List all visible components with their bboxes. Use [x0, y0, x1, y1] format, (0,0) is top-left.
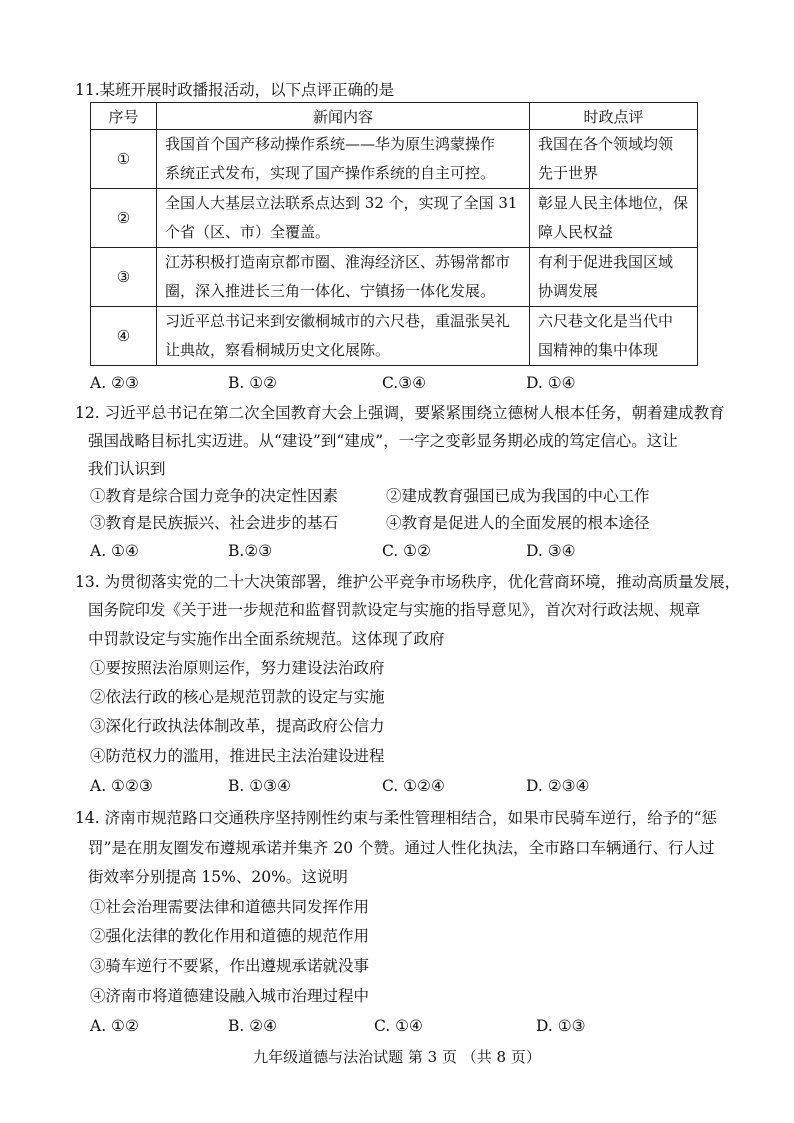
q11-option-d: D. ①④: [526, 374, 576, 392]
header-index: 序号: [91, 103, 157, 130]
page-footer: 九年级道德与法治试题 第 3 页 （共 8 页）: [253, 1048, 541, 1066]
comment-line: 我国在各个领域均领: [538, 135, 674, 153]
comment-cell: [530, 189, 698, 248]
q14-option-c: C. ①④: [374, 1017, 423, 1035]
q11-option-b: B. ①②: [228, 374, 278, 392]
q12-item-2: ②建成教育强国已成为我国的中心工作: [386, 487, 650, 505]
q14-option-a: A. ①②: [90, 1017, 139, 1035]
header-comment: 时政点评: [530, 103, 698, 130]
q11-stem: 11.某班开展时政播报活动，以下点评正确的是: [75, 81, 395, 99]
row-number: ④: [91, 307, 157, 366]
q13-stem-line: 13. 为贯彻落实党的二十大决策部署，维护公平竞争市场秩序，优化营商环境，推动高质量发展，: [75, 573, 741, 591]
q13-item-3: ③深化行政执法体制改革，提高政府公信力: [90, 717, 385, 735]
comment-line: 先于世界: [538, 164, 599, 182]
q12-stem-line: 12. 习近平总书记在第二次全国教育大会上强调，要紧紧围绕立德树人根本任务，朝着建成教育: [75, 404, 725, 422]
q12-option-c: C. ①②: [382, 542, 431, 560]
q14-item-3: ③骑车逆行不要紧，作出遵规承诺就没事: [90, 957, 370, 975]
q13-item-4: ④防范权力的滥用，推进民主法治建设进程: [90, 747, 385, 765]
q13-item-1: ①要按照法治原则运作，努力建设法治政府: [90, 659, 385, 677]
comment-line: 彰显人民主体地位，保: [538, 194, 689, 212]
q12-item-3: ③教育是民族振兴、社会进步的基石: [90, 514, 339, 532]
comment-line: 障人民权益: [538, 223, 614, 241]
news-line: 习近平总书记来到安徽桐城市的六尺巷，重温张吴礼: [165, 312, 511, 330]
news-cell: [157, 307, 530, 366]
q14-stem-line: 街效率分别提高 15%、20%。这说明: [88, 868, 348, 886]
news-line: 个省（区、市）全覆盖。: [165, 223, 331, 241]
q14-stem-line: 罚”是在朋友圈发布遵规承诺并集齐 20 个赞。通过人性化执法，全市路口车辆通行、行人过: [88, 839, 715, 857]
q12-option-d: D. ③④: [526, 542, 576, 560]
q14-stem-line: 14. 济南市规范路口交通秩序坚持刚性约束与柔性管理相结合，如果市民骑车逆行，给予的“惩: [75, 809, 718, 827]
news-table: [90, 102, 698, 366]
comment-line: 有利于促进我国区域: [538, 253, 674, 271]
comment-line: 协调发展: [538, 282, 599, 300]
q14-item-4: ④济南市将道德建设融入城市治理过程中: [90, 987, 370, 1005]
q13-option-a: A. ①②③: [90, 777, 153, 795]
comment-cell: [530, 307, 698, 366]
table-row: [91, 189, 698, 248]
q13-option-b: B. ①③④: [228, 777, 291, 795]
news-line: 圈，深入推进长三角一体化、宁镇扬一体化发展。: [165, 282, 496, 300]
news-cell: [157, 130, 530, 189]
comment-line: 六尺巷文化是当代中: [538, 312, 674, 330]
news-line: 全国人大基层立法联系点达到 32 个，实现了全国 31: [165, 194, 518, 212]
q11-option-a: A. ②③: [90, 374, 139, 392]
table-row: [91, 248, 698, 307]
news-line: 我国首个国产移动操作系统——华为原生鸿蒙操作: [165, 135, 496, 153]
q12-option-a: A. ①④: [90, 542, 139, 560]
news-line: 让典故，察看桐城历史文化展陈。: [165, 341, 391, 359]
q12-stem-line: 我们认识到: [88, 460, 166, 478]
q13-option-d: D. ②③④: [526, 777, 590, 795]
row-number: ①: [91, 130, 157, 189]
comment-line: 国精神的集中体现: [538, 341, 659, 359]
row-number: ③: [91, 248, 157, 307]
q12-stem-line: 强国战略目标扎实迈进。从“建设”到“建成”，一字之变彰显务期必成的笃定信心。这让: [88, 432, 678, 450]
comment-cell: [530, 130, 698, 189]
news-line: 江苏积极打造南京都市圈、淮海经济区、苏锡常都市: [165, 253, 511, 271]
q13-item-2: ②依法行政的核心是规范罚款的设定与实施: [90, 688, 385, 706]
q13-option-c: C. ①②④: [382, 777, 445, 795]
table-header-row: [91, 103, 698, 130]
row-number: ②: [91, 189, 157, 248]
q14-option-b: B. ②④: [228, 1017, 278, 1035]
q14-item-2: ②强化法律的教化作用和道德的规范作用: [90, 927, 370, 945]
q14-item-1: ①社会治理需要法律和道德共同发挥作用: [90, 898, 370, 916]
q13-stem-line: 中罚款设定与实施作出全面系统规范。这体现了政府: [88, 630, 445, 648]
header-news: 新闻内容: [157, 103, 530, 130]
q12-item-1: ①教育是综合国力竞争的决定性因素: [90, 487, 339, 505]
news-cell: [157, 248, 530, 307]
q12-item-4: ④教育是促进人的全面发展的根本途径: [386, 514, 650, 532]
table-row: [91, 307, 698, 366]
q11-option-c: C.③④: [382, 374, 427, 392]
q14-option-d: D. ①③: [536, 1017, 586, 1035]
q13-stem-line: 国务院印发《关于进一步规范和监督罚款设定与实施的指导意见》，首次对行政法规、规章: [88, 601, 701, 619]
news-cell: [157, 189, 530, 248]
comment-cell: [530, 248, 698, 307]
table-row: [91, 130, 698, 189]
news-line: 系统正式发布，实现了国产操作系统的自主可控。: [165, 164, 496, 182]
q12-option-b: B.②③: [228, 542, 273, 560]
